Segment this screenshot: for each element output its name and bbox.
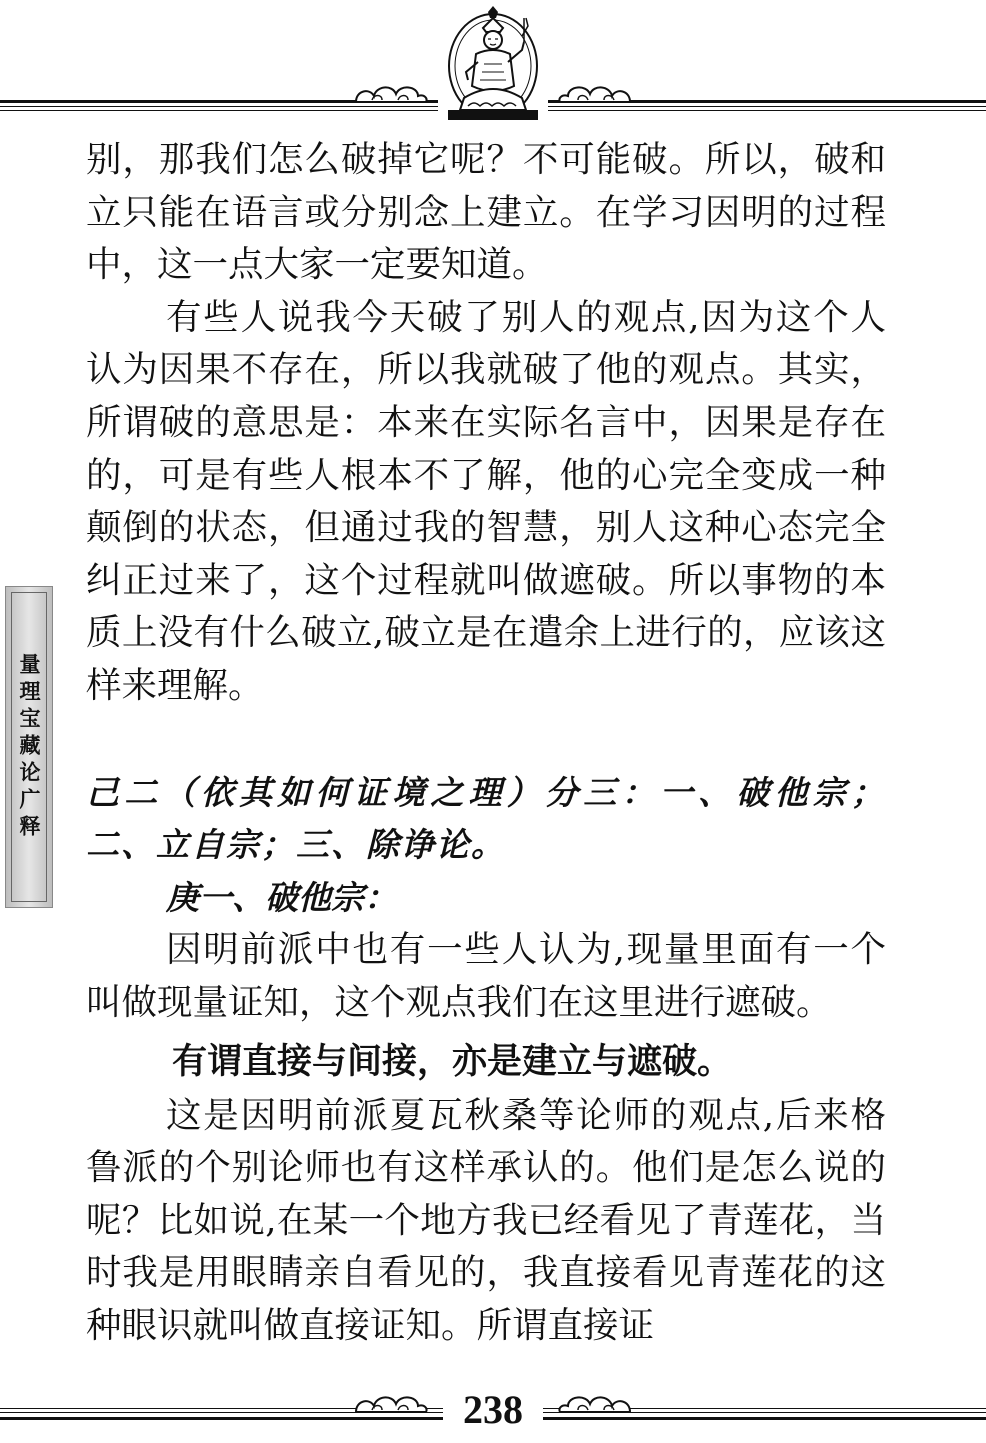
footer-right-cloud-ornament — [556, 1390, 634, 1416]
paragraph-3: 因明前派中也有一些人认为,现量里面有一个叫做现量证知，这个观点我们在这里进行遮破。 — [86, 929, 886, 1023]
paragraph-1: 别，那我们怎么破掉它呢？不可能破。所以，破和立只能在语言或分别念上建立。在学习因明的过程中，这一点大家一定要知道。 — [86, 139, 886, 286]
footer-left-cloud-ornament — [352, 1390, 430, 1416]
section-heading: 己二（依其如何证境之理）分三：一、破他宗；二、立自宗；三、除诤论。 — [86, 772, 886, 865]
page-content — [86, 134, 886, 1352]
page-number: 238 — [443, 1388, 543, 1432]
paragraph-4: 这是因明前派夏瓦秋桑等论师的观点,后来格鲁派的个别论师也有这样承认的。他们是怎么说的呢？比如说,在某一个地方我已经看见了青莲花，当时我是用眼睛亲自看见的，我直接看见青莲花的这种眼识就叫做直接证知。所谓直接证 — [86, 1094, 886, 1346]
side-tab-title: 量理宝藏论广释 — [17, 652, 41, 842]
left-cloud-ornament — [352, 80, 430, 106]
verse-line: 有谓直接与间接，亦是建立与遮破。 — [172, 1041, 733, 1082]
right-cloud-ornament — [556, 80, 634, 106]
paragraph-2: 有些人说我今天破了别人的观点,因为这个人认为因果不存在，所以我就破了他的观点。其实，所谓破的意思是：本来在实际名言中，因果是存在的，可是有些人根本不了解，他的心完全变成一种颠倒的状态，但通过我的智慧，别人这种心态完全纠正过来了，这个过程就叫做遮破。所以事物的本质上没有什么破立,破立是在遣余上进行的，应该这样来理解。 — [86, 296, 886, 706]
side-tab — [5, 586, 53, 908]
subsection-heading: 庚一、破他宗： — [166, 877, 397, 917]
deity-figure-icon — [438, 6, 548, 122]
